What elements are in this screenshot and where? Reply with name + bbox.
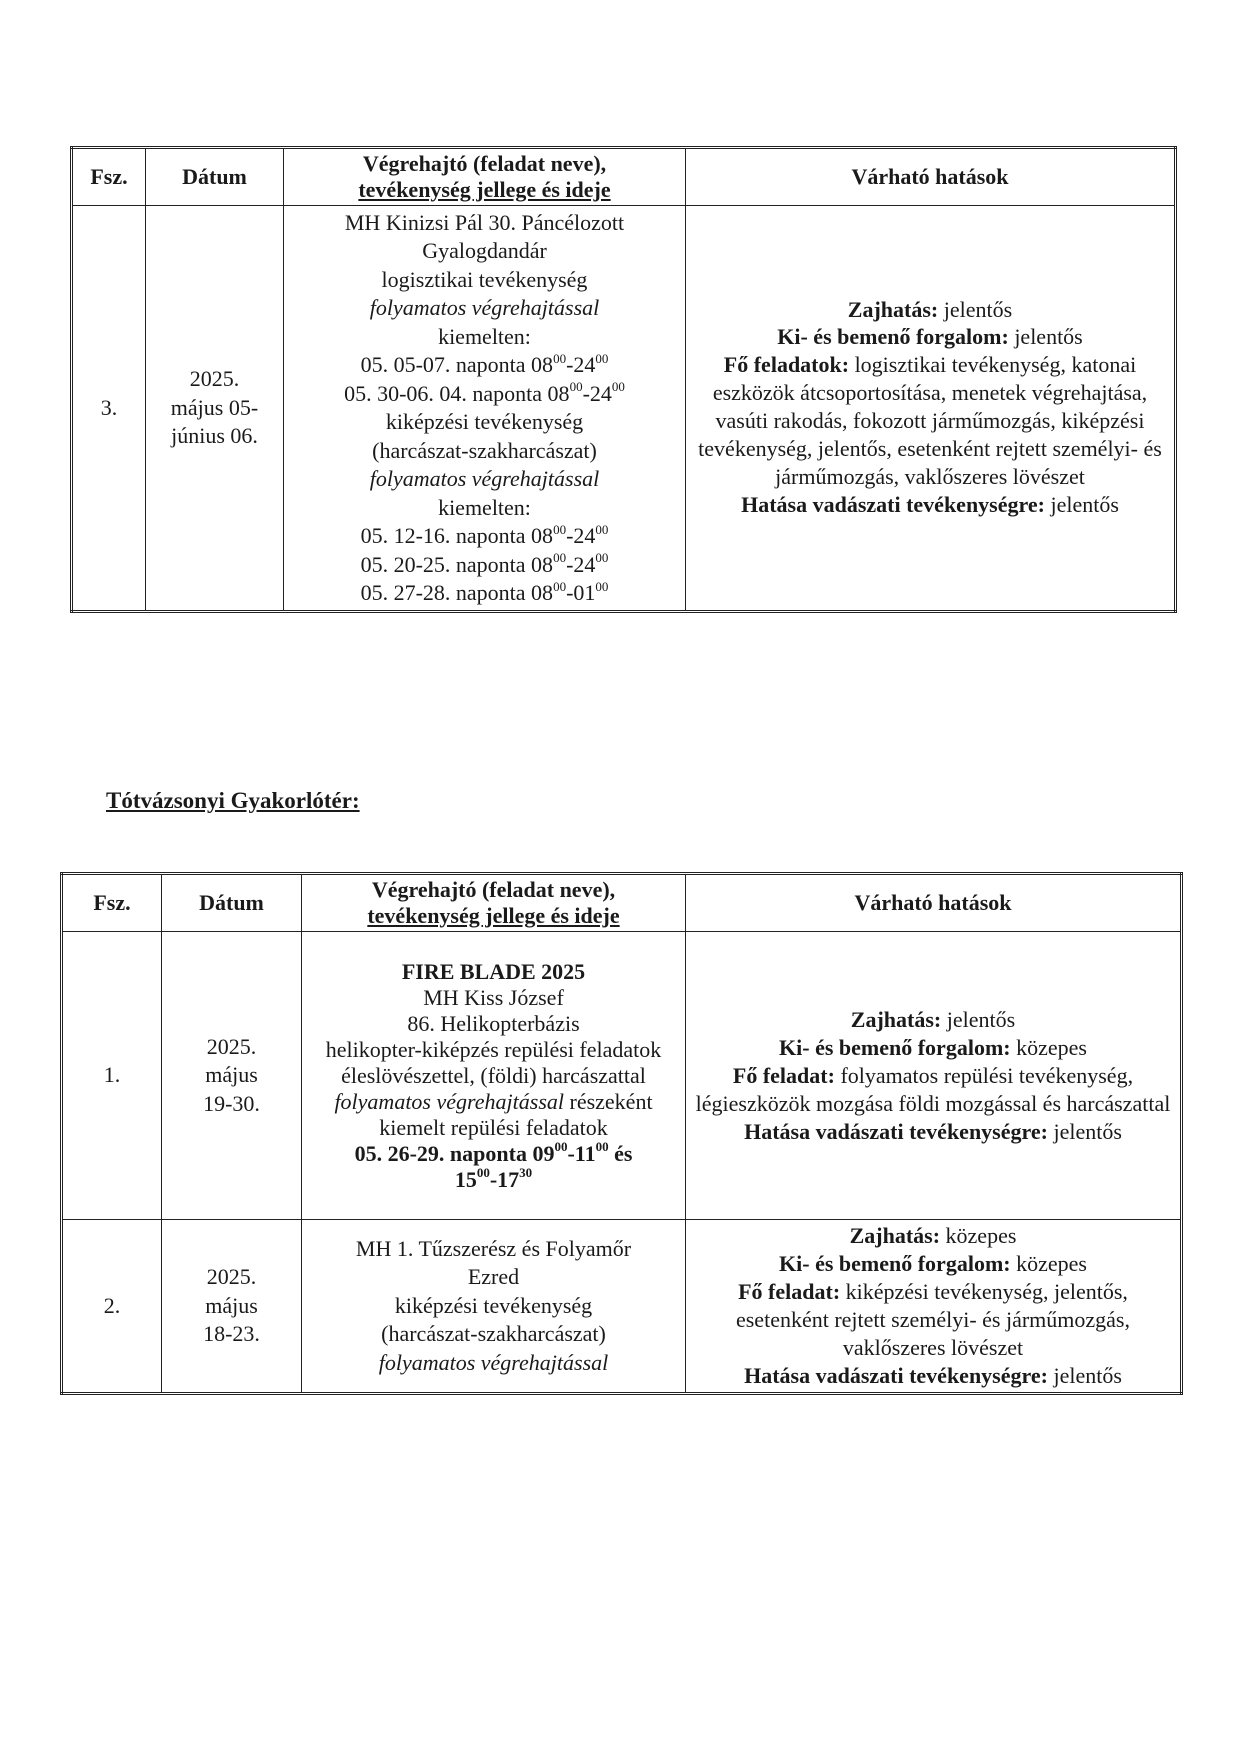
table-row	[72, 206, 1176, 612]
header-fsz: Fsz.	[72, 148, 146, 206]
row-effects: Zajhatás: jelentős Ki- és bemenő forgalom: jelentős Fő feladatok: logisztikai tevékenység, katonai eszközök átcsoportosítása, menetek végrehajtása, vasúti rakodás, fokozott járműmozgás, kiképzési tevékenység, jelentős, esetenként rejtett személyi- és járműmozgás, vaklőszeres lövészet Hatása vadászati tevékenységre: jelentős	[686, 206, 1176, 612]
section-title: Tótvázsonyi Gyakorlótér:	[106, 788, 360, 813]
header-fsz: Fsz.	[62, 874, 162, 932]
table-row	[62, 1220, 1182, 1394]
schedule-table-2	[60, 872, 1183, 1395]
table-header-row	[62, 874, 1182, 932]
schedule-table-1	[70, 146, 1177, 613]
header-vegrehajto: Végrehajtó (feladat neve), tevékenység jellege és ideje	[284, 148, 686, 206]
row-date: 2025. május 18-23.	[162, 1220, 302, 1394]
row-number: 2.	[62, 1220, 162, 1394]
row-executor: MH Kinizsi Pál 30. Páncélozott Gyalogdandár logisztikai tevékenység folyamatos végrehajtással kiemelten: 05. 05-07. naponta $08^{00}-24^{00}$ 05. 30-06. 04. naponta $08^{00}-24^{00}$ kiképzési tevékenység (harcászat-szakharcászat) folyamatos végrehajtással kiemelten: 05. 12-16. naponta $08^{00}-24^{00}$ 05. 20-25. naponta $08^{00}-24^{00}$ 05. 27-28. naponta $08^{00}-01^{00}$	[284, 206, 686, 612]
row-executor: FIRE BLADE 2025 MH Kiss József 86. Helikopterbázis helikopter-kiképzés repülési feladatok éleslövészettel, (földi) harcászattal folyamatos végrehajtással részeként kiemelt repülési feladatok 05. 26-29. naponta $09^{00}-11^{00}$ és $15^{00}-17^{30}$	[302, 932, 686, 1220]
table-row	[62, 932, 1182, 1220]
row-number: 3.	[72, 206, 146, 612]
row-date: 2025. május 05- június 06.	[146, 206, 284, 612]
row-executor: MH 1. Tűzszerész és Folyamőr Ezred kiképzési tevékenység (harcászat-szakharcászat) folyamatos végrehajtással	[302, 1220, 686, 1394]
row-effects: Zajhatás: közepes Ki- és bemenő forgalom: közepes Fő feladat: kiképzési tevékenység, jelentős, esetenként rejtett személyi- és járműmozgás, vaklőszeres lövészet Hatása vadászati tevékenységre: jelentős	[686, 1220, 1182, 1394]
row-date: 2025. május 19-30.	[162, 932, 302, 1220]
header-hatasok: Várható hatások	[686, 148, 1176, 206]
header-vegrehajto: Végrehajtó (feladat neve), tevékenység jellege és ideje	[302, 874, 686, 932]
row-effects: Zajhatás: jelentős Ki- és bemenő forgalom: közepes Fő feladat: folyamatos repülési tevékenység, légieszközök mozgása földi mozgással és harcászattal Hatása vadászati tevékenységre: jelentős	[686, 932, 1182, 1220]
row-number: 1.	[62, 932, 162, 1220]
header-datum: Dátum	[146, 148, 284, 206]
header-datum: Dátum	[162, 874, 302, 932]
header-hatasok: Várható hatások	[686, 874, 1182, 932]
table-header-row	[72, 148, 1176, 206]
